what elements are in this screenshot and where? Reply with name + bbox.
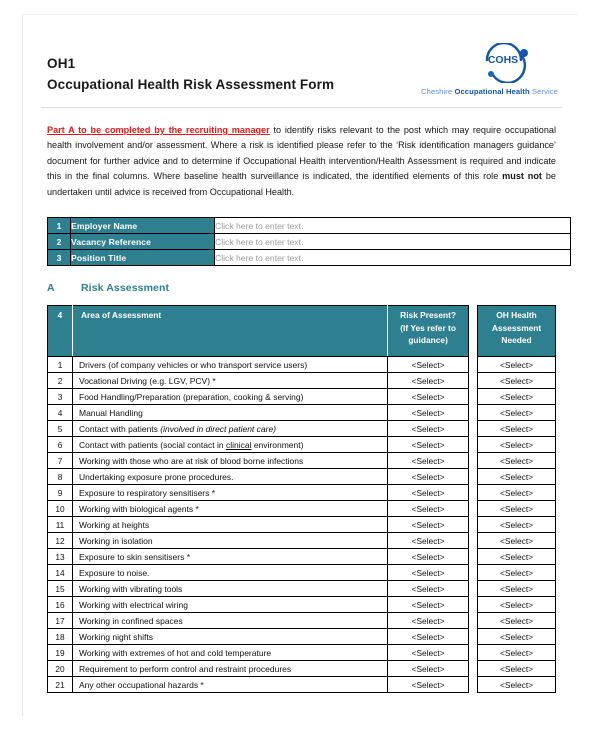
risk-present-select[interactable]: <Select> <box>388 645 469 661</box>
risk-row-number: 19 <box>48 645 73 661</box>
risk-row-number: 7 <box>48 453 73 469</box>
risk-header-number: 4 <box>48 306 73 357</box>
risk-present-select[interactable]: <Select> <box>388 373 469 389</box>
table-row <box>48 613 469 629</box>
risk-row-area: Working in isolation <box>73 533 388 549</box>
risk-row-area: Working night shifts <box>73 629 388 645</box>
oh-assessment-select[interactable]: <Select> <box>478 533 556 549</box>
part-a-lead: Part A to be completed by the recruiting manager <box>47 125 270 135</box>
table-row <box>48 661 469 677</box>
table-row <box>478 485 556 501</box>
logo-caption-bold: Occupational Health <box>454 87 530 96</box>
table-row <box>48 565 469 581</box>
risk-present-select[interactable]: <Select> <box>388 549 469 565</box>
oh-assessment-select[interactable]: <Select> <box>478 565 556 581</box>
table-row <box>478 533 556 549</box>
cohs-logo-wordmark: COHS <box>487 54 519 66</box>
risk-row-number: 20 <box>48 661 73 677</box>
oh-header-line-1: OH Health <box>496 310 537 321</box>
section-title: Risk Assessment <box>81 282 170 295</box>
table-row <box>48 437 469 453</box>
risk-present-select[interactable]: <Select> <box>388 517 469 533</box>
table-row <box>478 677 556 693</box>
risk-row-number: 21 <box>48 677 73 693</box>
risk-assessment-table <box>47 305 469 693</box>
table-row <box>48 549 469 565</box>
risk-present-select[interactable]: <Select> <box>388 533 469 549</box>
table-row <box>48 250 571 266</box>
table-row <box>48 218 571 234</box>
document-code: OH1 <box>47 56 76 71</box>
oh-assessment-select[interactable]: <Select> <box>478 357 556 373</box>
risk-row-number: 17 <box>48 613 73 629</box>
intro-body-2: be undertaken until advice is received from Occupational Health. <box>47 171 556 197</box>
info-row-number: 2 <box>48 234 71 250</box>
risk-present-select[interactable]: <Select> <box>388 389 469 405</box>
risk-header-line-2: (If Yes refer to <box>400 322 456 333</box>
risk-header-line-3: guidance) <box>408 335 448 346</box>
oh-table-header-row <box>478 306 556 357</box>
table-row <box>478 357 556 373</box>
risk-row-number: 15 <box>48 581 73 597</box>
table-row <box>478 405 556 421</box>
section-heading-risk-assessment <box>47 282 556 294</box>
oh-assessment-select[interactable]: <Select> <box>478 645 556 661</box>
risk-present-select[interactable]: <Select> <box>388 613 469 629</box>
risk-present-select[interactable]: <Select> <box>388 581 469 597</box>
oh-header-line-2: Assessment <box>491 322 542 333</box>
risk-row-area: Food Handling/Preparation (preparation, cooking & serving) <box>73 389 388 405</box>
table-row <box>478 661 556 677</box>
oh-assessment-select[interactable]: <Select> <box>478 661 556 677</box>
oh-assessment-select[interactable]: <Select> <box>478 389 556 405</box>
document-page <box>22 14 578 716</box>
risk-row-area <box>73 437 388 453</box>
risk-row-number: 4 <box>48 405 73 421</box>
table-row <box>48 485 469 501</box>
logo-caption <box>421 87 558 96</box>
risk-row-area-plain: Contact with patients <box>79 423 161 434</box>
risk-present-select[interactable]: <Select> <box>388 629 469 645</box>
table-row <box>48 357 469 373</box>
risk-present-select[interactable]: <Select> <box>388 469 469 485</box>
oh-assessment-table <box>477 305 556 693</box>
risk-row-area: Working in confined spaces <box>73 613 388 629</box>
risk-present-select[interactable]: <Select> <box>388 357 469 373</box>
table-row <box>478 565 556 581</box>
risk-row-area: Exposure to noise. <box>73 565 388 581</box>
table-row <box>478 629 556 645</box>
risk-row-number: 2 <box>48 373 73 389</box>
risk-row-number: 1 <box>48 357 73 373</box>
risk-row-area: Working with vibrating tools <box>73 581 388 597</box>
oh-assessment-select[interactable]: <Select> <box>478 453 556 469</box>
oh-assessment-select[interactable]: <Select> <box>478 437 556 453</box>
intro-paragraph <box>47 123 556 200</box>
oh-assessment-select[interactable]: <Select> <box>478 629 556 645</box>
table-row <box>48 421 469 437</box>
cohs-logo <box>408 43 558 107</box>
table-row <box>48 533 469 549</box>
risk-row-area: Drivers (of company vehicles or who transport service users) <box>73 357 388 373</box>
table-row <box>478 469 556 485</box>
table-row <box>478 373 556 389</box>
table-row <box>48 581 469 597</box>
risk-row-area: Working at heights <box>73 517 388 533</box>
oh-header <box>478 306 556 357</box>
table-row <box>478 597 556 613</box>
risk-row-area: Any other occupational hazards * <box>73 677 388 693</box>
info-row-label-position-title: Position Title <box>71 250 215 266</box>
risk-table-header-row <box>48 306 469 357</box>
header-titles <box>47 55 334 94</box>
risk-assessment-tables <box>47 305 556 693</box>
info-row-number: 1 <box>48 218 71 234</box>
table-row <box>48 373 469 389</box>
risk-row-area-part-b: environment) <box>251 439 304 450</box>
section-letter: A <box>47 282 55 295</box>
table-row <box>48 501 469 517</box>
risk-row-number: 9 <box>48 485 73 501</box>
risk-row-area: Undertaking exposure prone procedures. <box>73 469 388 485</box>
risk-row-number: 16 <box>48 597 73 613</box>
table-row <box>478 453 556 469</box>
risk-row-number: 11 <box>48 517 73 533</box>
risk-row-area: Vocational Driving (e.g. LGV, PCV) * <box>73 373 388 389</box>
risk-row-area-underlined: clinical <box>225 439 252 450</box>
risk-row-number: 3 <box>48 389 73 405</box>
risk-present-select[interactable]: <Select> <box>388 597 469 613</box>
header-divider <box>41 107 562 108</box>
oh-assessment-select[interactable]: <Select> <box>478 677 556 693</box>
table-row <box>48 629 469 645</box>
employer-info-table <box>47 217 571 266</box>
table-row <box>478 437 556 453</box>
table-row <box>48 677 469 693</box>
table-row <box>478 613 556 629</box>
risk-row-number: 10 <box>48 501 73 517</box>
risk-present-select[interactable]: <Select> <box>388 421 469 437</box>
table-row <box>48 405 469 421</box>
risk-present-select[interactable]: <Select> <box>388 405 469 421</box>
info-row-number: 3 <box>48 250 71 266</box>
table-row <box>48 597 469 613</box>
risk-present-select[interactable]: <Select> <box>388 485 469 501</box>
risk-row-area-italic: (involved in direct patient care) <box>160 423 277 434</box>
document-header <box>41 39 562 111</box>
risk-row-area <box>73 421 388 437</box>
risk-row-number: 8 <box>48 469 73 485</box>
table-row <box>48 469 469 485</box>
table-row <box>478 581 556 597</box>
table-row <box>48 234 571 250</box>
risk-row-area: Exposure to skin sensitisers * <box>73 549 388 565</box>
risk-row-area: Requirement to perform control and restraint procedures <box>73 661 388 677</box>
table-row <box>478 549 556 565</box>
risk-header-line-1: Risk Present? <box>400 310 457 321</box>
risk-present-select[interactable]: <Select> <box>388 565 469 581</box>
info-row-label-employer-name: Employer Name <box>71 218 215 234</box>
info-row-label-vacancy-reference: Vacancy Reference <box>71 234 215 250</box>
oh-assessment-select[interactable]: <Select> <box>478 517 556 533</box>
table-row <box>48 453 469 469</box>
risk-row-area: Exposure to respiratory sensitisers * <box>73 485 388 501</box>
risk-row-number: 18 <box>48 629 73 645</box>
risk-row-area: Working with biological agents * <box>73 501 388 517</box>
risk-present-select[interactable]: <Select> <box>388 501 469 517</box>
intro-emphasis: must not <box>502 171 542 182</box>
table-row <box>478 389 556 405</box>
risk-header-risk-present <box>388 306 469 357</box>
vacancy-reference-input[interactable]: Click here to enter text. <box>215 234 571 250</box>
logo-caption-post: Service <box>529 87 558 96</box>
oh-assessment-select[interactable]: <Select> <box>478 597 556 613</box>
oh-assessment-select[interactable]: <Select> <box>478 469 556 485</box>
risk-row-number: 5 <box>48 421 73 437</box>
oh-header-line-3: Needed <box>501 335 532 346</box>
oh-assessment-select[interactable]: <Select> <box>478 485 556 501</box>
oh-assessment-select[interactable]: <Select> <box>478 613 556 629</box>
risk-present-select[interactable]: <Select> <box>388 661 469 677</box>
oh-assessment-select[interactable]: <Select> <box>478 549 556 565</box>
table-row <box>478 421 556 437</box>
oh-assessment-select[interactable]: <Select> <box>478 501 556 517</box>
oh-assessment-select[interactable]: <Select> <box>478 581 556 597</box>
risk-row-number: 12 <box>48 533 73 549</box>
risk-row-area: Working with electrical wiring <box>73 597 388 613</box>
intro-body-1: to identify risks relevant to the post which may require occupational health involvement and/or assessment. Where a risk is identified please refer to the ‘Risk identification managers guidance’ document for further advice and to determine if Occupational Health intervention/Health Assessment is required and indicate this in the final columns. Where baseline health surveillance is indicated, the identified elements of this role <box>47 125 556 182</box>
table-row <box>48 389 469 405</box>
employer-name-input[interactable]: Click here to enter text. <box>215 218 571 234</box>
oh-assessment-select[interactable]: <Select> <box>478 405 556 421</box>
risk-header-area: Area of Assessment <box>73 306 388 357</box>
oh-assessment-select[interactable]: <Select> <box>478 373 556 389</box>
risk-present-select[interactable]: <Select> <box>388 437 469 453</box>
risk-row-area: Working with extremes of hot and cold temperature <box>73 645 388 661</box>
risk-row-number: 6 <box>48 437 73 453</box>
risk-row-area: Manual Handling <box>73 405 388 421</box>
page-title: Occupational Health Risk Assessment Form <box>47 77 335 92</box>
risk-row-number: 14 <box>48 565 73 581</box>
table-row <box>48 645 469 661</box>
risk-present-select[interactable]: <Select> <box>388 677 469 693</box>
position-title-input[interactable]: Click here to enter text. <box>215 250 571 266</box>
risk-row-area: Working with those who are at risk of blood borne infections <box>73 453 388 469</box>
table-row <box>478 501 556 517</box>
table-row <box>478 645 556 661</box>
logo-caption-pre: Cheshire <box>421 87 455 96</box>
table-row <box>478 517 556 533</box>
risk-row-number: 13 <box>48 549 73 565</box>
cohs-logo-icon <box>480 43 536 83</box>
table-row <box>48 517 469 533</box>
risk-present-select[interactable]: <Select> <box>388 453 469 469</box>
oh-assessment-select[interactable]: <Select> <box>478 421 556 437</box>
risk-row-area-part-a: Contact with patients (social contact in <box>79 439 226 450</box>
